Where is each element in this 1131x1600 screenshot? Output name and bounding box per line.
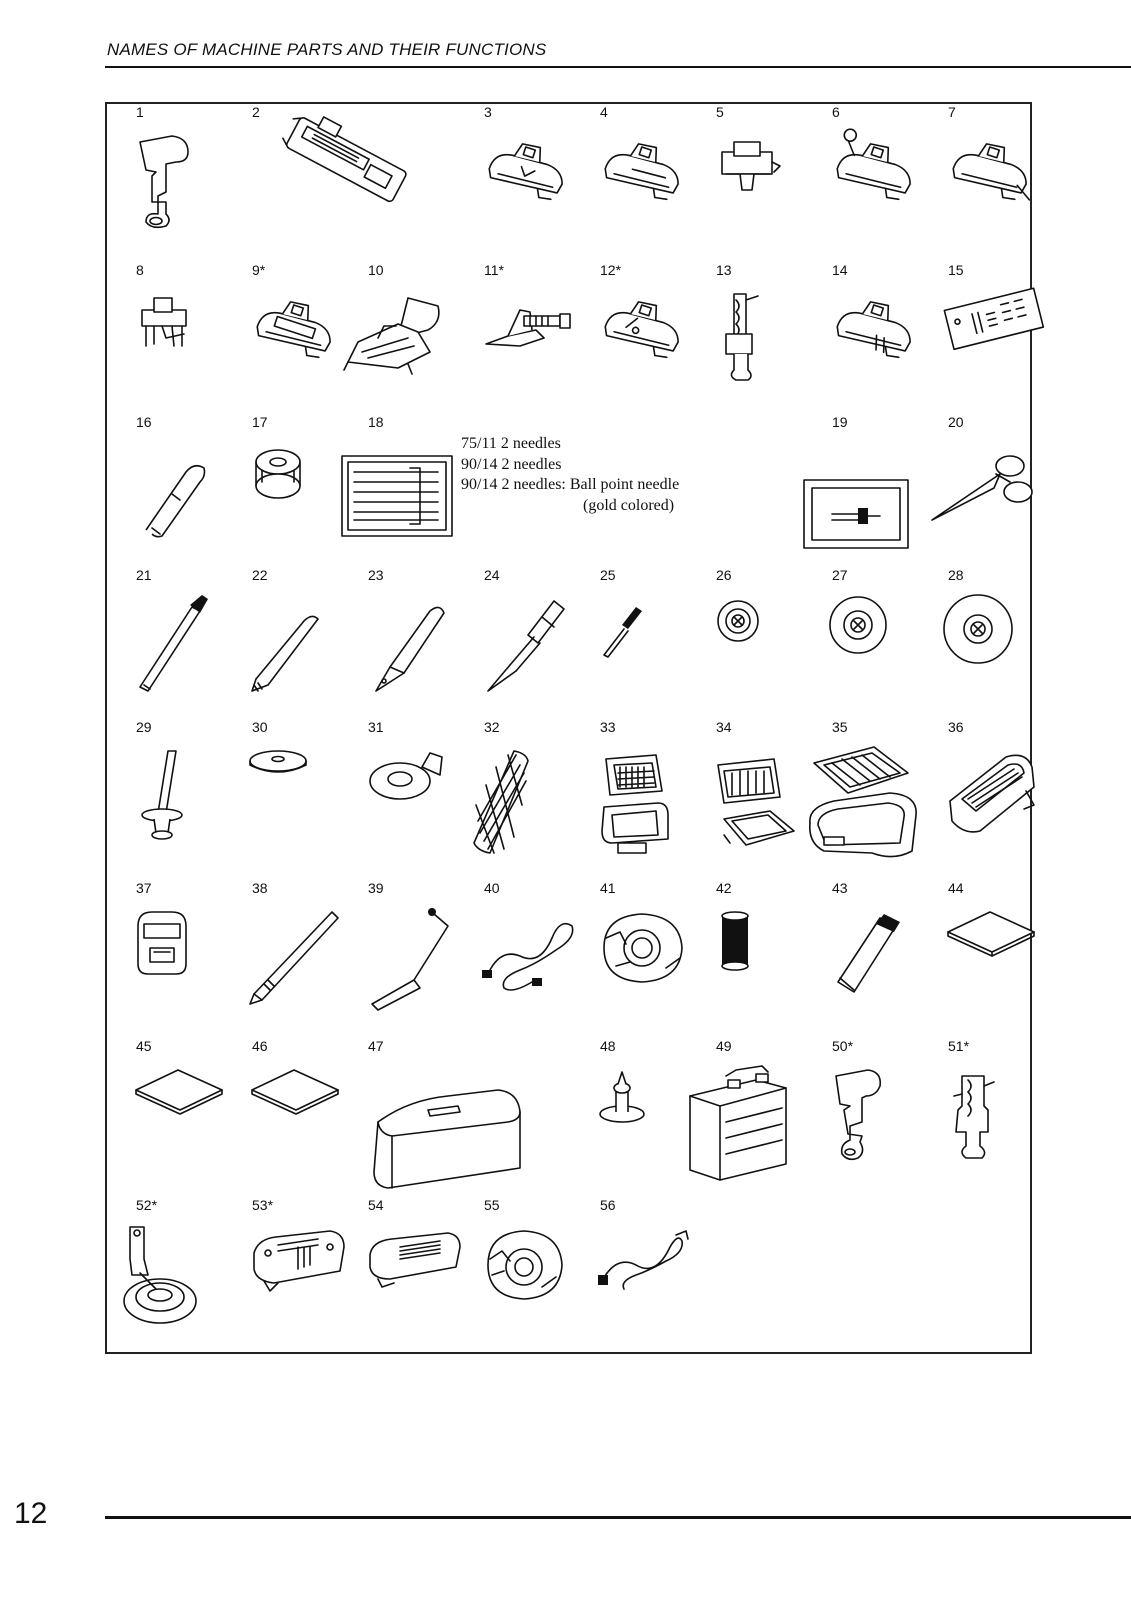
part-number-label: 14 (832, 262, 848, 278)
power-cord-icon (596, 1225, 692, 1325)
quilting-foot-alt-icon (944, 1066, 1040, 1166)
part-number-label: 9* (252, 262, 266, 278)
non-stick-foot-icon (248, 290, 344, 390)
bobbin-case-alt-icon (480, 1225, 576, 1325)
part-number-label: 5 (716, 104, 724, 120)
part-number-label: 53* (252, 1197, 274, 1213)
needle-info (461, 434, 679, 516)
part-number-label: 7 (948, 104, 956, 120)
part-number-label: 31 (368, 719, 384, 735)
knee-lifter-icon (364, 908, 460, 1008)
medium-embroidery-frame-icon (710, 749, 798, 849)
part-number-label: 40 (484, 880, 500, 896)
spool-cap-medium-icon (828, 595, 924, 695)
spool-stand-icon (596, 1066, 692, 1166)
accessory-case-icon (686, 1066, 790, 1182)
part-number-label: 55 (484, 1197, 500, 1213)
overcasting-foot-icon (480, 132, 576, 232)
part-number-label: 51* (948, 1038, 970, 1054)
part-number-label: 37 (136, 880, 152, 896)
button-fitting-foot-icon (132, 290, 228, 390)
part-number-label: 21 (136, 567, 152, 583)
part-number-label: 12* (600, 262, 622, 278)
part-number-label: 38 (252, 880, 268, 896)
bobbin-case-icon (596, 908, 692, 1008)
needle-plate-icon (248, 1225, 344, 1325)
part-number-label: 42 (716, 880, 732, 896)
eyelet-punch-icon (248, 595, 344, 695)
part-number-label: 36 (948, 719, 964, 735)
part-number-label: 39 (368, 880, 384, 896)
part-number-label: 35 (832, 719, 848, 735)
zipper-foot-icon (712, 132, 808, 232)
part-number-label: 29 (136, 719, 152, 735)
part-number-label: 43 (832, 880, 848, 896)
part-number-label: 52* (136, 1197, 158, 1213)
open-toe-foot-icon (828, 290, 924, 390)
page-header-title: NAMES OF MACHINE PARTS AND THEIR FUNCTIONS (107, 40, 547, 59)
seam-ripper-icon (132, 442, 228, 542)
blind-stitch-foot-icon (944, 132, 1040, 232)
part-number-label: 41 (600, 880, 616, 896)
part-number-label: 20 (948, 414, 964, 430)
needle-info-line-1: 75/11 2 needles (461, 435, 561, 452)
page-number: 12 (14, 1497, 48, 1530)
quilting-foot-icon (712, 290, 808, 390)
part-number-label: 27 (832, 567, 848, 583)
foot-controller-icon (944, 747, 1040, 847)
footer-divider (105, 1516, 1131, 1519)
part-number-label: 15 (948, 262, 964, 278)
presser-foot-holder-icon (132, 132, 228, 232)
usb-cable-icon (480, 908, 576, 1008)
part-number-label: 45 (136, 1038, 152, 1054)
large-embroidery-frame-icon (804, 743, 920, 863)
part-number-label: 49 (716, 1038, 732, 1054)
part-number-label: 18 (368, 414, 384, 430)
spool-pin-icon (132, 747, 228, 847)
part-number-label: 13 (716, 262, 732, 278)
part-number-label: 32 (484, 719, 500, 735)
bobbin-icon (248, 442, 344, 542)
bobbin-cover-icon (364, 1225, 460, 1325)
scissors-icon (928, 448, 1032, 528)
part-number-label: 56 (600, 1197, 616, 1213)
part-number-label: 6 (832, 104, 840, 120)
part-number-label: 26 (716, 567, 732, 583)
part-number-label: 8 (136, 262, 144, 278)
needle-info-line-4: (gold colored) (583, 496, 675, 514)
circular-attachment-icon (120, 1219, 200, 1325)
design-guide-book-icon (248, 1066, 344, 1166)
part-number-label: 33 (600, 719, 616, 735)
stitch-guide-foot-icon (596, 290, 692, 390)
spool-cap-small-icon (712, 595, 808, 695)
part-number-label: 47 (368, 1038, 384, 1054)
spool-felt-icon (248, 747, 344, 847)
part-number-label: 16 (136, 414, 152, 430)
side-cutter-icon (480, 290, 576, 390)
spool-cap-large-icon (944, 595, 1040, 695)
part-number-label: 23 (368, 567, 384, 583)
part-number-label: 22 (252, 567, 268, 583)
walking-foot-icon (338, 292, 442, 388)
needle-info-line-3: 90/14 2 needles: Ball point needle (461, 476, 680, 493)
part-number-label: 24 (484, 567, 500, 583)
part-number-label: 54 (368, 1197, 384, 1213)
part-number-label: 10 (368, 262, 384, 278)
part-number-label: 19 (832, 414, 848, 430)
part-number-label: 46 (252, 1038, 268, 1054)
embroidery-foot-icon (132, 908, 228, 1008)
screwdriver-icon (480, 595, 576, 695)
spool-net-icon (464, 745, 534, 857)
buttonhole-foot-icon (252, 114, 402, 254)
embroidery-stabilizer-icon (828, 908, 924, 1008)
needle-set-icon (340, 452, 456, 542)
cleaning-brush-icon (132, 595, 228, 695)
part-number-label: 48 (600, 1038, 616, 1054)
part-number-label: 25 (600, 567, 616, 583)
monogramming-foot-icon (596, 132, 692, 232)
zigzag-foot-icon (828, 132, 924, 232)
part-number-label: 30 (252, 719, 268, 735)
dust-cover-icon (368, 1082, 524, 1194)
part-number-label: 44 (948, 880, 964, 896)
manual-book-icon (944, 908, 1040, 1008)
bobbin-clip-icon (364, 747, 460, 847)
part-number-label: 2 (252, 104, 260, 120)
adapter-icon (828, 1066, 924, 1166)
part-number-label: 3 (484, 104, 492, 120)
part-number-label: 11* (484, 262, 504, 278)
part-number-label: 50* (832, 1038, 854, 1054)
needle-info-line-2: 90/14 2 needles (461, 455, 562, 473)
part-number-label: 17 (252, 414, 268, 430)
small-embroidery-frame-icon (596, 745, 672, 855)
awl-icon (364, 595, 460, 695)
small-screwdriver-icon (596, 595, 692, 695)
part-number-label: 28 (948, 567, 964, 583)
quick-reference-book-icon (132, 1066, 228, 1166)
header-divider (105, 66, 1131, 68)
bobbin-thread-icon (712, 908, 808, 1008)
twin-needle-icon (802, 476, 910, 552)
straight-stitch-plate-icon (944, 290, 1040, 390)
part-number-label: 34 (716, 719, 732, 735)
part-number-label: 1 (136, 104, 144, 120)
part-number-label: 4 (600, 104, 608, 120)
touch-pen-icon (248, 908, 344, 1008)
